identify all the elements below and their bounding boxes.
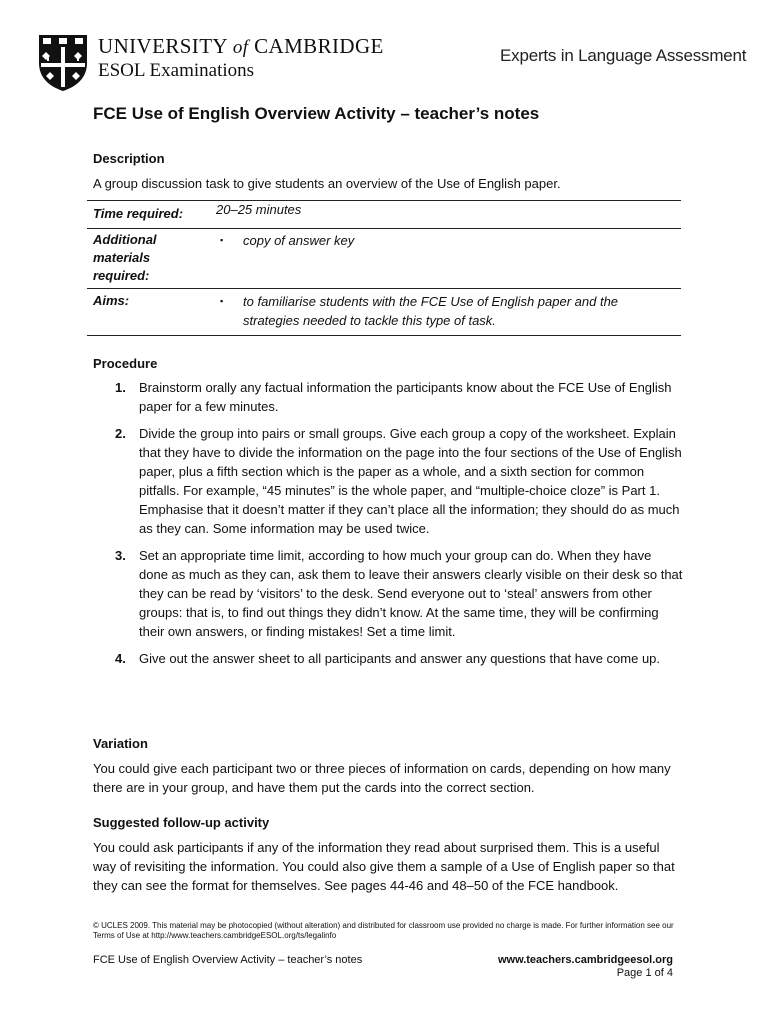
bullet-icon: ▪ — [220, 296, 224, 306]
description-text: A group discussion task to give students an overview of the Use of English paper. — [93, 176, 561, 191]
time-label: Time required: — [93, 206, 184, 221]
esol-examinations: ESOL Examinations — [98, 60, 255, 81]
aims-row — [87, 288, 681, 336]
description-heading: Description — [93, 151, 165, 166]
page-title: FCE Use of English Overview Activity – teacher’s notes — [93, 104, 540, 123]
copyright-footnote: © UCLES 2009. This material may be photocopied (without alteration) and distributed for classroom use provided no charge is made. For further information see our Terms of Use at http://www.teachers.cambridgeESOL.org/ts/legalinfo — [93, 921, 674, 940]
time-value: 20–25 minutes — [216, 202, 302, 217]
procedure-heading: Procedure — [93, 356, 158, 371]
materials-row — [87, 228, 681, 288]
tagline: Experts in Language Assessment — [500, 46, 747, 65]
footer-title: FCE Use of English Overview Activity – teacher’s notes — [93, 954, 363, 966]
followup-text: You could ask participants if any of the information they read about surprised them. This is a useful way of revisiting the information. You could also give them a sample of a Use of English paper so that they can see the format for themselves. See pages 44-46 and 48–50 of the FCE handbook. — [93, 840, 675, 893]
aims-value: to familiarise students with the FCE Use of English paper and the strategies needed to tackle this type of task. — [243, 294, 619, 328]
page-number: Page 1 of 4 — [616, 967, 673, 979]
list-item: 1. Brainstorm orally any factual information the participants know about the FCE Use of English paper for a few minutes. — [115, 380, 672, 414]
list-item: 4. Give out the answer sheet to all participants and answer any questions that have come up. — [115, 651, 661, 666]
list-item: 2. Divide the group into pairs or small groups. Give each group a copy of the worksheet. Explain that they have to divide the information on the page into the four sections of the Use of English paper, plus a fifth section which is the paper as a whole, and a sixth section for common pitfalls. For example, “45 minutes” is the whole paper, and “multiple-choice cloze” is Part 1. Emphasise that it doesn’t matter if they can’t place all the information; they should do as much as they can. Some information may be used twice. — [115, 426, 682, 536]
variation-text: You could give each participant two or three pieces of information on cards, depending on how many there are in your group, and have them put the cards into the correct section. — [93, 761, 671, 795]
variation-heading: Variation — [93, 736, 148, 751]
list-item: 3. Set an appropriate time limit, according to how much your group can do. When they have done as much as they can, ask them to leave their answers clearly visible on their desk so that they can be read by ‘visitors’ to the desk. Send everyone out to ‘steal’ answers from other groups: that is, to find out things they didn’t know. At the same time, they will be confirming their own answers, or finding mistakes! Set a time limit. — [115, 548, 683, 639]
university-name: UNIVERSITY of CAMBRIDGE — [98, 34, 384, 58]
materials-value: copy of answer key — [243, 233, 355, 248]
aims-label: Aims: — [93, 293, 130, 308]
cambridge-crest-logo — [37, 33, 89, 93]
time-row — [87, 200, 681, 228]
followup-heading: Suggested follow-up activity — [93, 815, 270, 830]
bullet-icon: ▪ — [220, 235, 224, 245]
footer-website: www.teachers.cambridgeesol.org — [497, 954, 673, 966]
materials-label: Additional materials required: — [93, 232, 157, 283]
page-header — [0, 0, 768, 95]
details-table — [87, 200, 681, 336]
procedure-list — [93, 378, 683, 676]
